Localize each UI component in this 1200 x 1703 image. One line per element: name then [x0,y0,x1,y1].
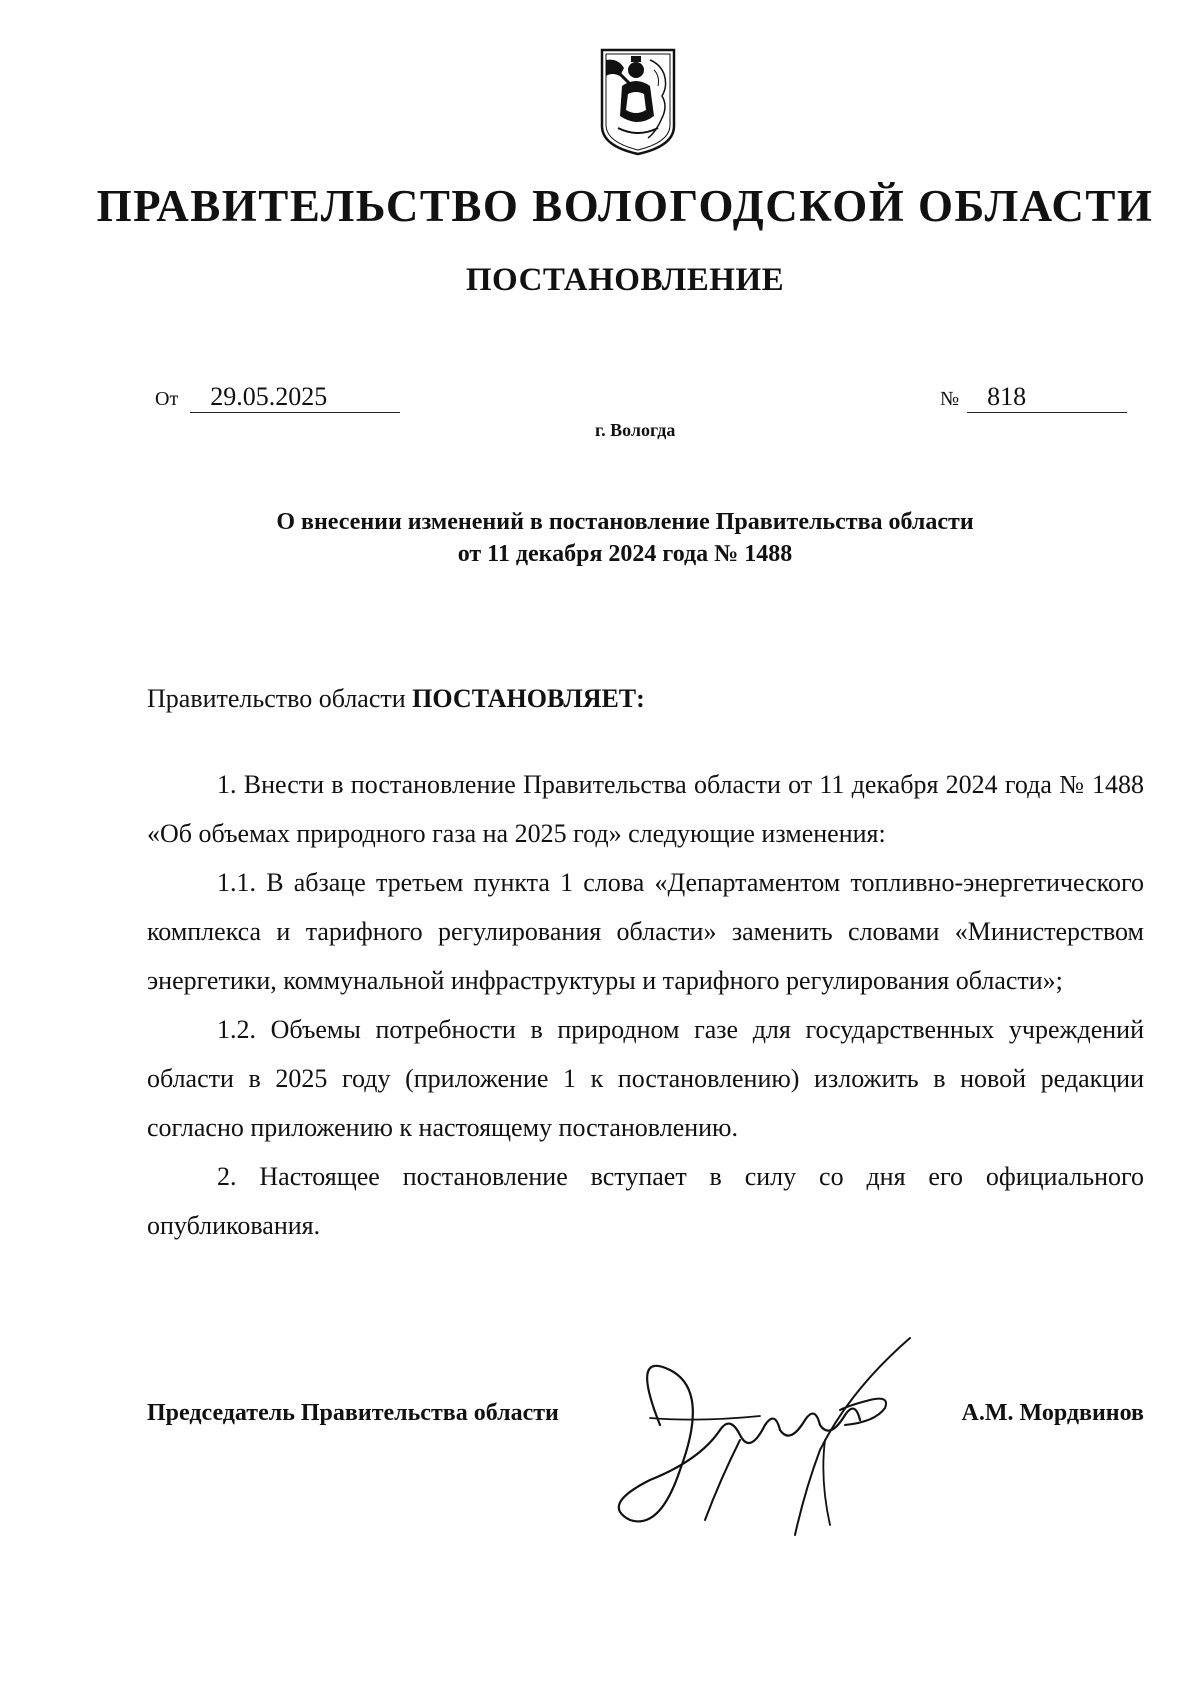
document-number: 818 [967,382,1127,413]
number-prefix: № [940,388,960,410]
coat-of-arms-icon [598,46,678,158]
signer-name: А.М. Мордвинов [961,1400,1144,1426]
document-date-row [155,382,400,413]
date-prefix: От [155,388,179,410]
document-subject [0,506,1200,570]
paragraph-1-2: 1.2. Объемы потребности в природном газе для государственных учреждений области в 2025 году (приложение 1 к постановлению) изложить в новой редакции согласно приложению к настоящему постановлению. [147,1015,1144,1142]
document-body [147,760,1144,1250]
document-date: 29.05.2025 [190,382,400,413]
paragraph-1: 1. Внести в постановление Правительства области от 11 декабря 2024 года № 1488 «Об объемах природного газа на 2025 год» следующие изменения: [147,770,1144,848]
subject-line-1: О внесении изменений в постановление Правительства области [276,509,974,535]
preamble-text: Правительство области [147,684,413,713]
subject-line-2: от 11 декабря 2024 года № 1488 [457,541,793,567]
city-label: г. Вологда [595,420,676,440]
paragraph-2: 2. Настоящее постановление вступает в силу со дня его официального опубликования. [147,1162,1144,1240]
preamble-emphasis: ПОСТАНОВЛЯЕТ: [412,684,645,713]
document-type-title: ПОСТАНОВЛЕНИЕ [465,262,785,298]
preamble [147,684,645,714]
paragraph-1-1: 1.1. В абзаце третьем пункта 1 слова «Департаментом топливно-энергетического комплекса и тарифного регулирования области» заменить словами «Министерством энергетики, коммунальной инфраструктуры и тарифного регулирования области»; [147,868,1144,995]
signer-title: Председатель Правительства области [147,1400,559,1426]
handwritten-signature-icon [590,1330,950,1560]
document-number-row [940,382,1127,413]
organization-title: ПРАВИТЕЛЬСТВО ВОЛОГОДСКОЙ ОБЛАСТИ [96,181,1154,231]
